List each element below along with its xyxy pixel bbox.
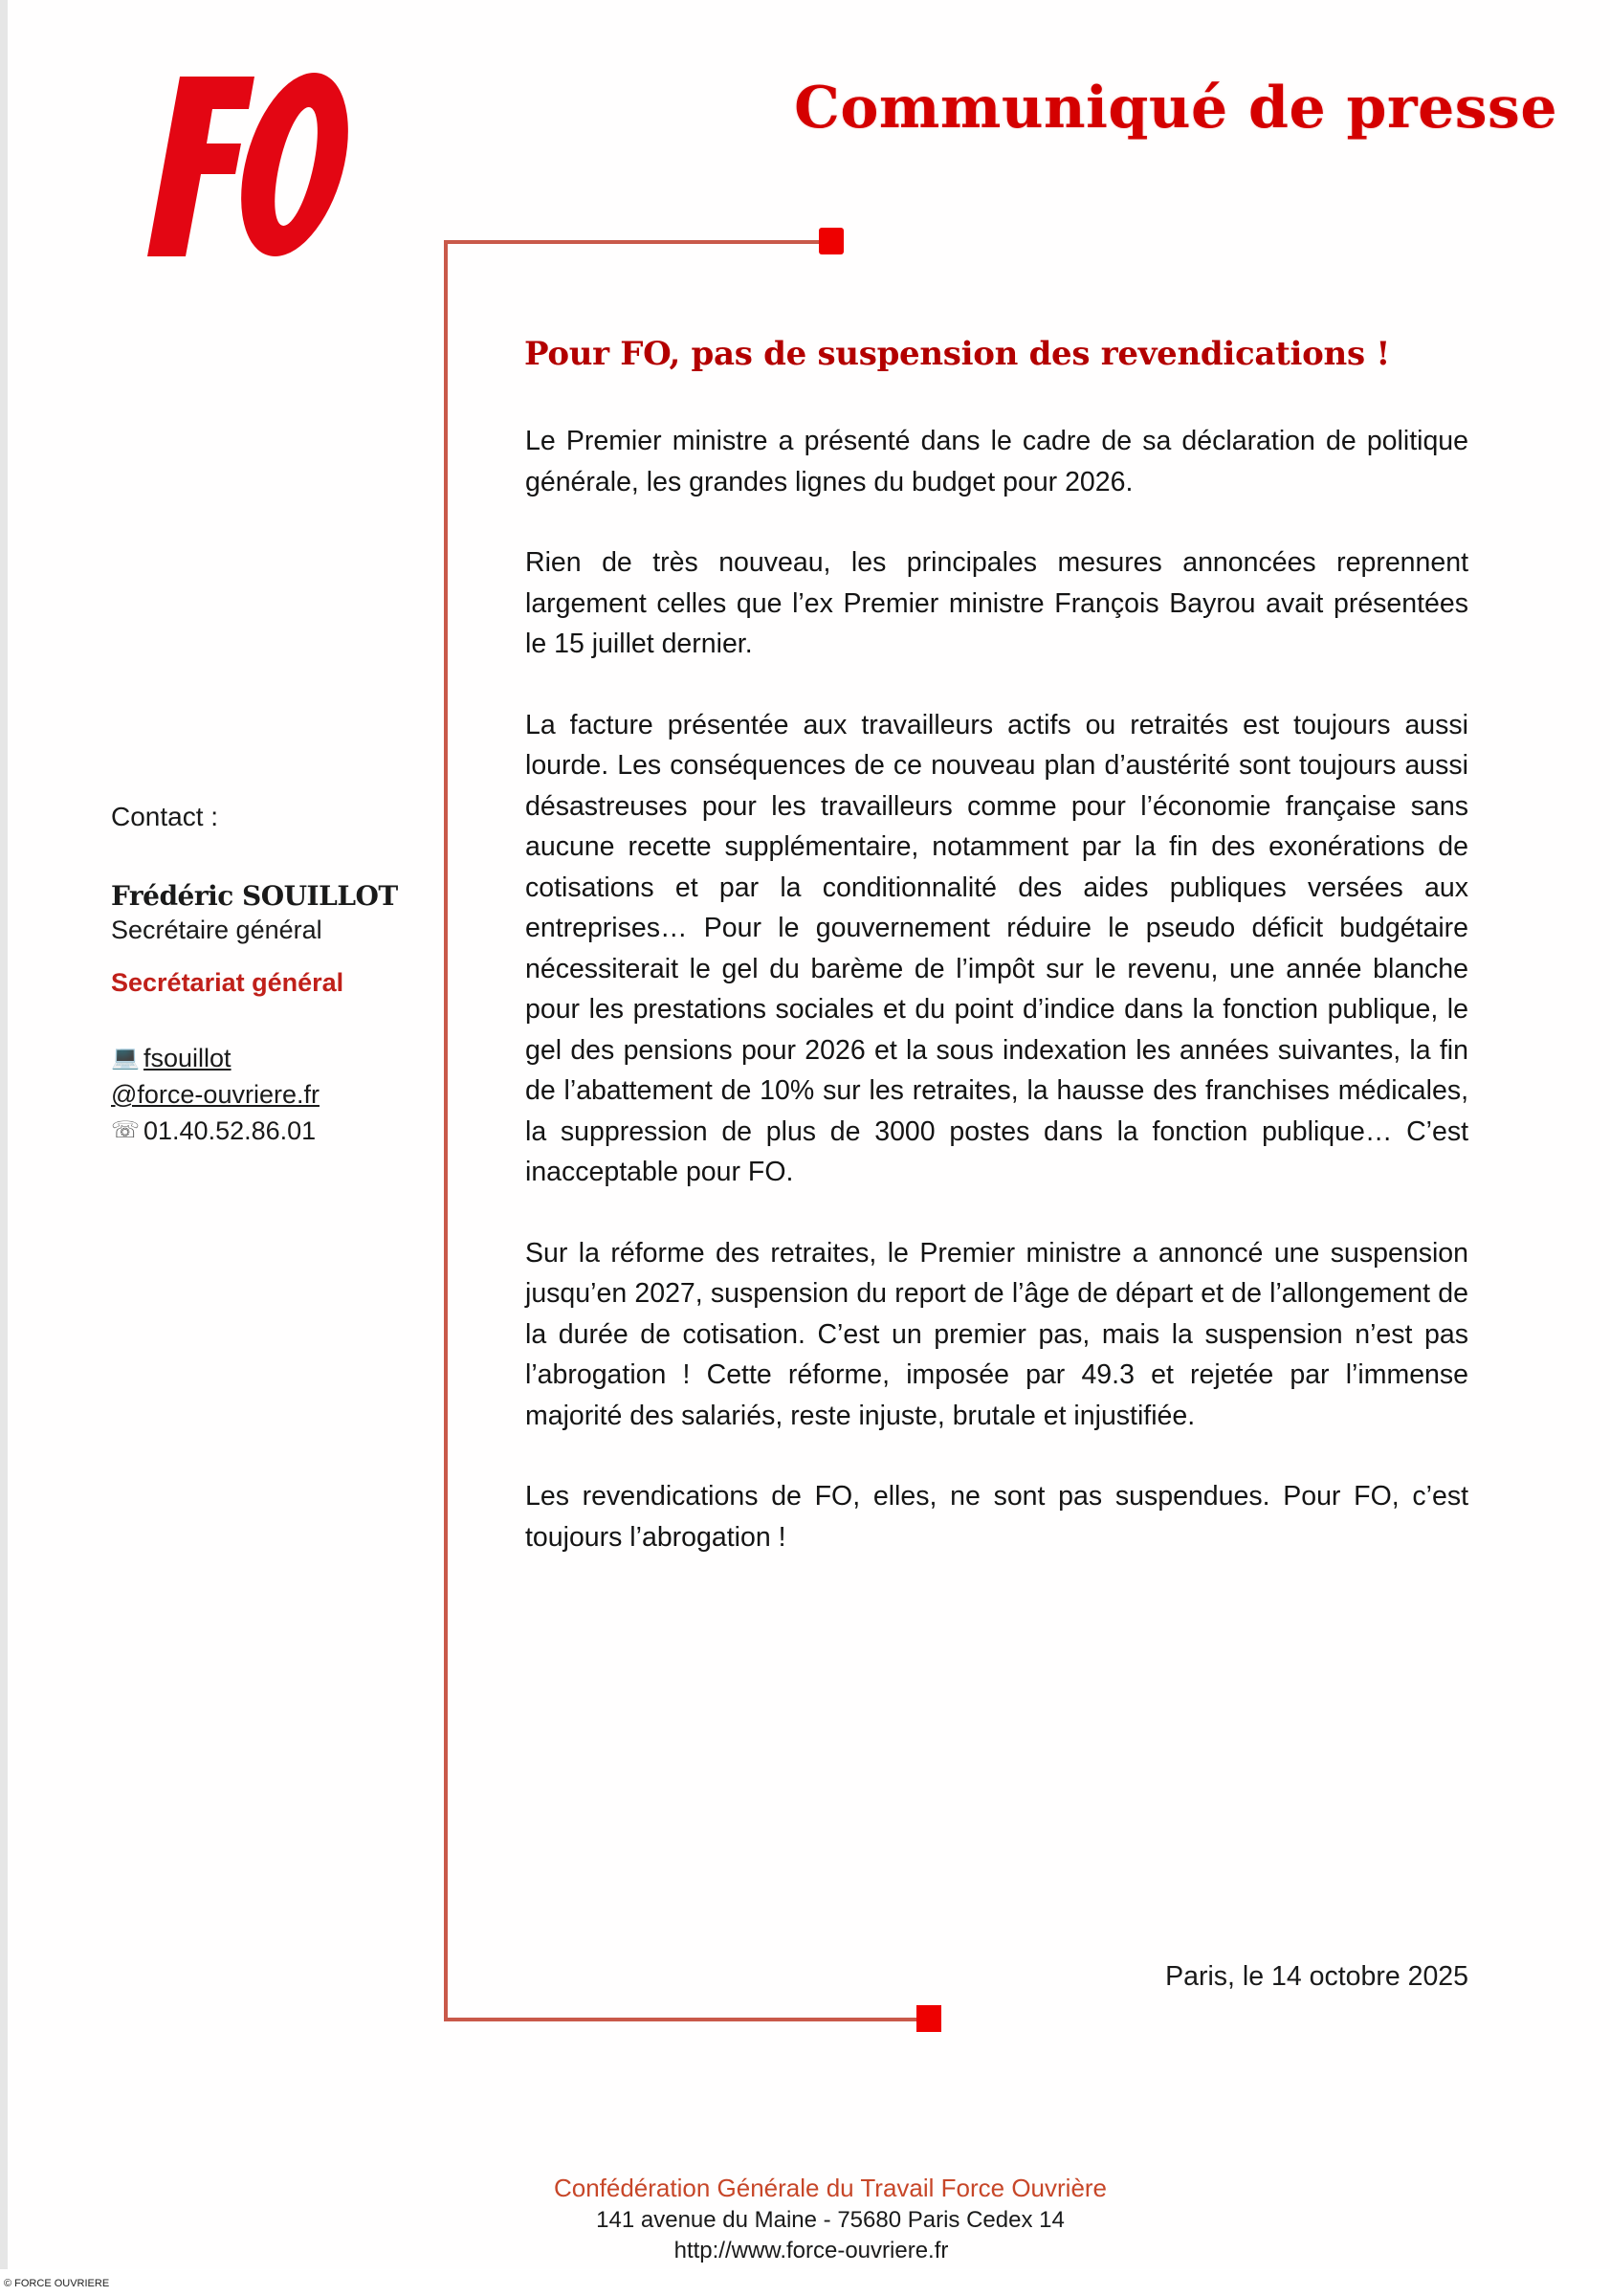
- paragraph: Sur la réforme des retraites, le Premier ministre a annoncé une suspension jusqu’en 2027, suspension du report de l’âge de départ et de l’allongement de la durée de cotisation. C’est un premier pas, mais la suspension n’est pas l’abrogation ! Cette réforme, imposée par 49.3 et rejetée par l’immense majorité des salariés, reste injuste, brutale et injustifiée.: [525, 1237, 1468, 1431]
- press-release-title: Communiqué de presse: [794, 75, 1557, 142]
- date-line: Paris, le 14 octobre 2025: [1165, 1961, 1468, 1992]
- phone-number: 01.40.52.86.01: [143, 1116, 317, 1145]
- paragraph: La facture présentée aux travailleurs actifs ou retraités est toujours aussi lourde. Les conséquences de ce nouveau plan d’austérité sont toujours aussi désastreuses pour les travailleurs comme pour l’économie française sans aucune recette supplémentaire, notamment par la fin des exonérations de cotisations et par la conditionnalité des aides publiques versées aux entreprises… Pour le gouvernement réduire le pseudo déficit budgétaire nécessiterait le gel du barème de l’impôt sur le revenu, une année blanche pour les prestations sociales et du point d’indice dans la fonction publique, le gel des pensions pour 2026 et la sous indexation les années suivantes, la fin de l’abattement de 10% sur les retraites, la hausse des franchises médicales, la suppression de plus de 3000 postes dans la fonction publique… C’est inacceptable pour FO.: [525, 709, 1468, 1187]
- computer-icon: 💻: [111, 1045, 140, 1071]
- footer-website[interactable]: http://www.force-ouvriere.fr: [673, 2238, 949, 2263]
- email-link-part1[interactable]: fsouillot: [143, 1044, 232, 1072]
- bracket-top-line: [444, 240, 827, 244]
- footer-address: 141 avenue du Maine - 75680 Paris Cedex 14: [596, 2207, 1065, 2233]
- bracket-top-square: [819, 228, 844, 254]
- footer-organization: Confédération Générale du Travail Force Ouvrière: [553, 2174, 1108, 2202]
- paragraph: Les revendications de FO, elles, ne sont pas suspendues. Pour FO, c’est toujours l’abrogation !: [525, 1481, 1468, 1553]
- contact-department: Secrétariat général: [111, 968, 344, 997]
- press-release-page: [8, 0, 1610, 2269]
- bracket-vertical-line: [444, 240, 448, 2021]
- fo-logo: [142, 69, 352, 260]
- page-left-edge: [0, 0, 8, 2269]
- contact-details: [111, 1040, 436, 1149]
- paragraph: Le Premier ministre a présenté dans le cadre de sa déclaration de politique générale, les grandes lignes du budget pour 2026.: [525, 426, 1468, 497]
- email-line-2: [111, 1076, 436, 1113]
- email-link-part2[interactable]: @force-ouvriere.fr: [111, 1080, 320, 1109]
- phone-line: [111, 1113, 436, 1149]
- footer: [467, 2174, 1194, 2264]
- bracket-bottom-line: [444, 2018, 922, 2021]
- contact-name: Frédéric SOUILLOT: [111, 880, 398, 912]
- contact-label: Contact :: [111, 802, 219, 831]
- bracket-bottom-square: [916, 2005, 941, 2032]
- contact-block: [111, 802, 436, 1149]
- body-text: [525, 421, 1468, 1598]
- email-line: [111, 1040, 436, 1076]
- contact-role: Secrétaire général: [111, 916, 322, 944]
- fo-logo-icon: [142, 69, 352, 260]
- paragraph: Rien de très nouveau, les principales mesures annoncées reprennent largement celles que l’ex Premier ministre François Bayrou avait présentées le 15 juillet dernier.: [525, 547, 1468, 659]
- copyright-notice: © FORCE OUVRIERE: [4, 2278, 110, 2289]
- telephone-icon: ☏: [111, 1117, 141, 1143]
- headline: Pour FO, pas de suspension des revendications !: [524, 335, 1390, 373]
